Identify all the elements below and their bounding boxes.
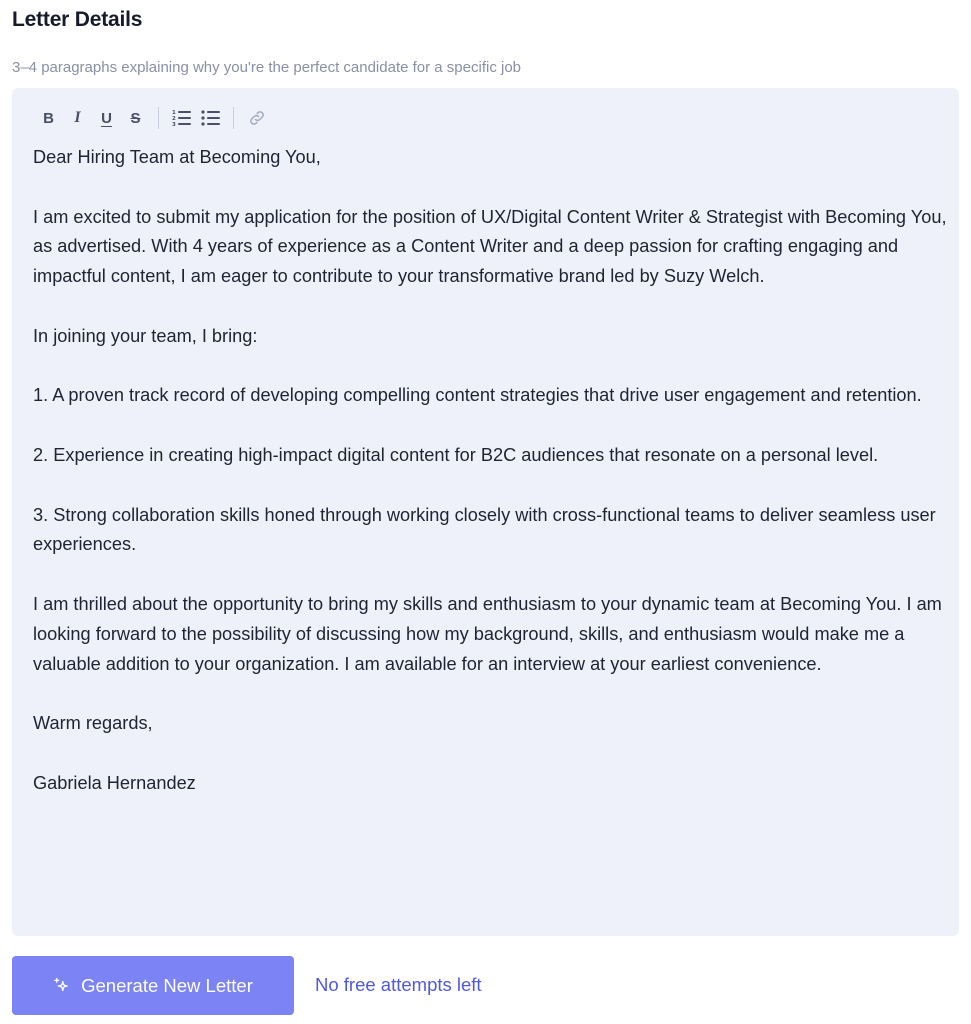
- free-attempts-status[interactable]: No free attempts left: [315, 974, 482, 995]
- letter-list-item: 2. Experience in creating high-impact digital content for B2C audiences that resonate on a personal level.: [33, 444, 879, 465]
- svg-text:1: 1: [171, 110, 176, 116]
- svg-text:3: 3: [171, 122, 176, 127]
- toolbar-divider: [158, 107, 159, 129]
- svg-text:2: 2: [171, 116, 176, 122]
- page-subtitle: 3–4 paragraphs explaining why you're the perfect candidate for a specific job: [12, 59, 522, 76]
- italic-button[interactable]: [63, 106, 92, 130]
- page-title: Letter Details: [12, 8, 143, 31]
- formatting-toolbar: [34, 106, 271, 130]
- letter-paragraph: I am excited to submit my application for the position of UX/Digital Content Writer & Strategist with Becoming You, as advertised. With 4 years of experience as a Content Writer and a deep passion for crafting engaging and impactful content, I am eager to contribute to your transformative brand led by Suzy Welch.: [33, 206, 947, 287]
- ordered-list-icon: [172, 109, 192, 127]
- bold-button[interactable]: [34, 106, 63, 130]
- generate-new-letter-button[interactable]: [12, 956, 294, 1015]
- letter-list-item: 1. A proven track record of developing compelling content strategies that drive user engagement and retention.: [33, 385, 922, 406]
- strikethrough-button[interactable]: [121, 106, 150, 130]
- underline-icon: U: [101, 109, 112, 127]
- italic-icon: I: [74, 109, 81, 126]
- letter-closing: Warm regards,: [33, 713, 153, 734]
- sparkle-icon: [53, 977, 71, 995]
- bullet-list-button[interactable]: [196, 106, 225, 130]
- bold-icon: B: [43, 109, 54, 127]
- letter-content[interactable]: [33, 143, 948, 799]
- letter-signature: Gabriela Hernandez: [33, 772, 196, 793]
- letter-editor[interactable]: [12, 88, 959, 936]
- letter-greeting: Dear Hiring Team at Becoming You,: [33, 147, 321, 167]
- bullet-list-icon: [201, 109, 221, 127]
- generate-button-label: Generate New Letter: [81, 974, 253, 996]
- strikethrough-icon: S: [130, 109, 141, 127]
- letter-paragraph: I am thrilled about the opportunity to bring my skills and enthusiasm to your dynamic team at Becoming You. I am looking forward to the possibility of discussing how my background, skills, and enthusiasm would make me a valuable addition to your organization. I am available for an interview at your earliest convenience.: [33, 593, 942, 674]
- link-button[interactable]: [242, 106, 271, 130]
- toolbar-divider: [233, 107, 234, 129]
- link-icon: [248, 109, 266, 127]
- letter-paragraph: In joining your team, I bring:: [33, 325, 258, 346]
- letter-list-item: 3. Strong collaboration skills honed through working closely with cross-functional teams to deliver seamless user experiences.: [33, 504, 936, 555]
- underline-button[interactable]: [92, 106, 121, 130]
- ordered-list-button[interactable]: [167, 106, 196, 130]
